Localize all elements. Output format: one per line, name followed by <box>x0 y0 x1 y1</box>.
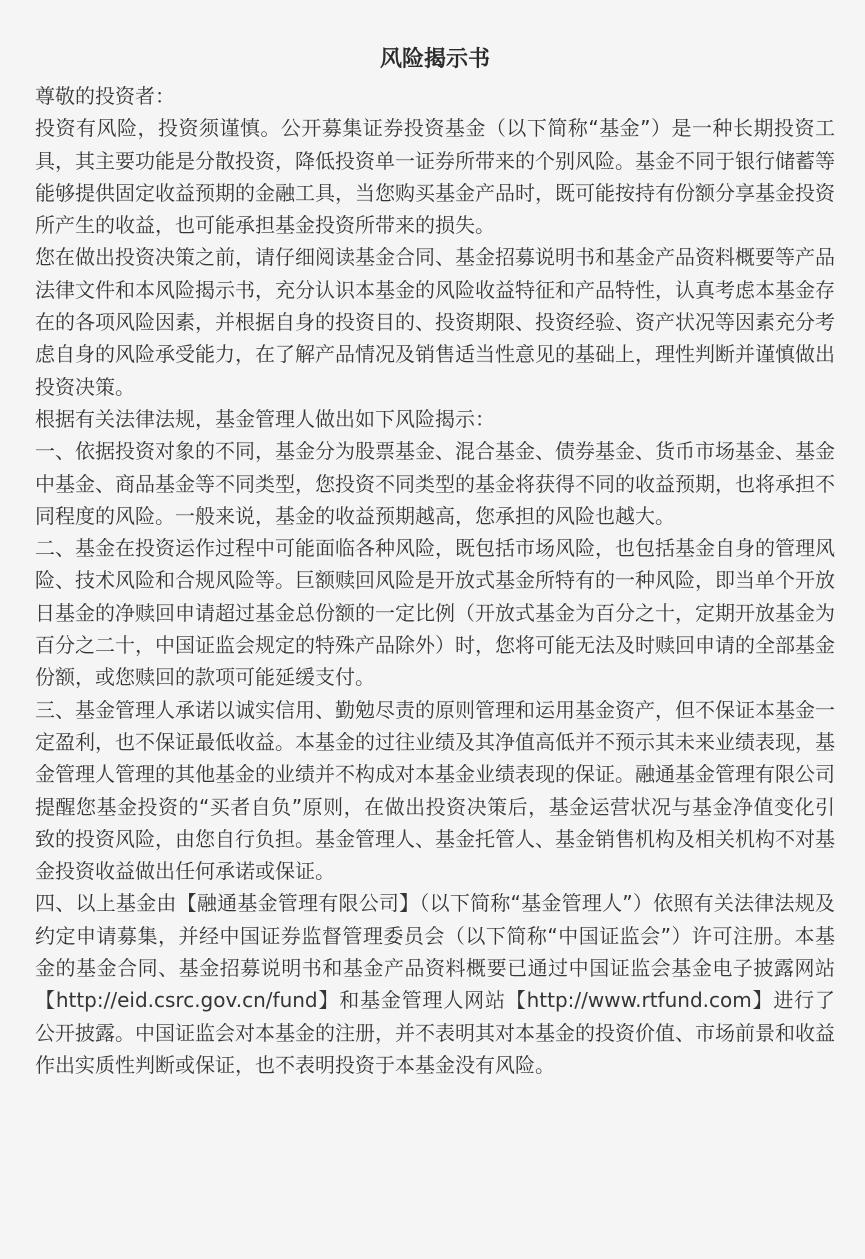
paragraph-item-1: 一、依据投资对象的不同，基金分为股票基金、混合基金、债券基金、货币市场基金、基金中基金、商品基金等不同类型，您投资不同类型的基金将获得不同的收益预期，也将承担不同程度的风险。一般来说，基金的收益预期越高，您承担的风险也越大。 <box>35 439 835 528</box>
paragraph-intro: 投资有风险，投资须谨慎。公开募集证券投资基金（以下简称“基金”）是一种长期投资工具，其主要功能是分散投资，降低投资单一证券所带来的个别风险。基金不同于银行储蓄等能够提供固定收益预期的金融工具，当您购买基金产品时，既可能按持有份额分享基金投资所产生的收益，也可能承担基金投资所带来的损失。 <box>35 116 835 238</box>
paragraph-item-4: 四、以上基金由【融通基金管理有限公司】（以下简称“基金管理人”）依照有关法律法规及约定申请募集，并经中国证券监督管理委员会（以下简称“中国证监会”）许可注册。本基金的基金合同、基金招募说明书和基金产品资料概要已通过中国证监会基金电子披露网站【http://eid.csrc.gov.cn/fund】和基金管理人网站【http://www.rtfund.com】进行了公开披露。中国证监会对本基金的注册，并不表明其对本基金的投资价值、市场前景和收益作出实质性判断或保证，也不表明投资于本基金没有风险。 <box>35 891 835 1077</box>
salutation: 尊敬的投资者： <box>35 84 175 108</box>
document-title: 风险揭示书 <box>379 47 490 72</box>
paragraph-item-3: 三、基金管理人承诺以诚实信用、勤勉尽责的原则管理和运用基金资产，但不保证本基金一定盈利，也不保证最低收益。本基金的过往业绩及其净值高低并不预示其未来业绩表现，基金管理人管理的其他基金的业绩并不构成对本基金业绩表现的保证。融通基金管理有限公司提醒您基金投资的“买者自负”原则，在做出投资决策后，基金运营状况与基金净值变化引致的投资风险，由您自行负担。基金管理人、基金托管人、基金销售机构及相关机构不对基金投资收益做出任何承诺或保证。 <box>35 697 835 884</box>
paragraph-disclosure-lead: 根据有关法律法规，基金管理人做出如下风险揭示： <box>35 406 495 431</box>
paragraph-reading-advice: 您在做出投资决策之前，请仔细阅读基金合同、基金招募说明书和基金产品资料概要等产品法律文件和本风险揭示书，充分认识本基金的风险收益特征和产品特性，认真考虑本基金存在的各项风险因素，并根据自身的投资目的、投资期限、投资经验、资产状况等因素充分考虑自身的风险承受能力，在了解产品情况及销售适当性意见的基础上，理性判断并谨慎做出投资决策。 <box>35 245 835 399</box>
paragraph-item-2: 二、基金在投资运作过程中可能面临各种风险，既包括市场风险，也包括基金自身的管理风险、技术风险和合规风险等。巨额赎回风险是开放式基金所特有的一种风险，即当单个开放日基金的净赎回申请超过基金总份额的一定比例（开放式基金为百分之十，定期开放基金为百分之二十，中国证监会规定的特殊产品除外）时，您将可能无法及时赎回申请的全部基金份额，或您赎回的款项可能延缓支付。 <box>35 536 835 690</box>
document-body <box>35 80 835 1081</box>
